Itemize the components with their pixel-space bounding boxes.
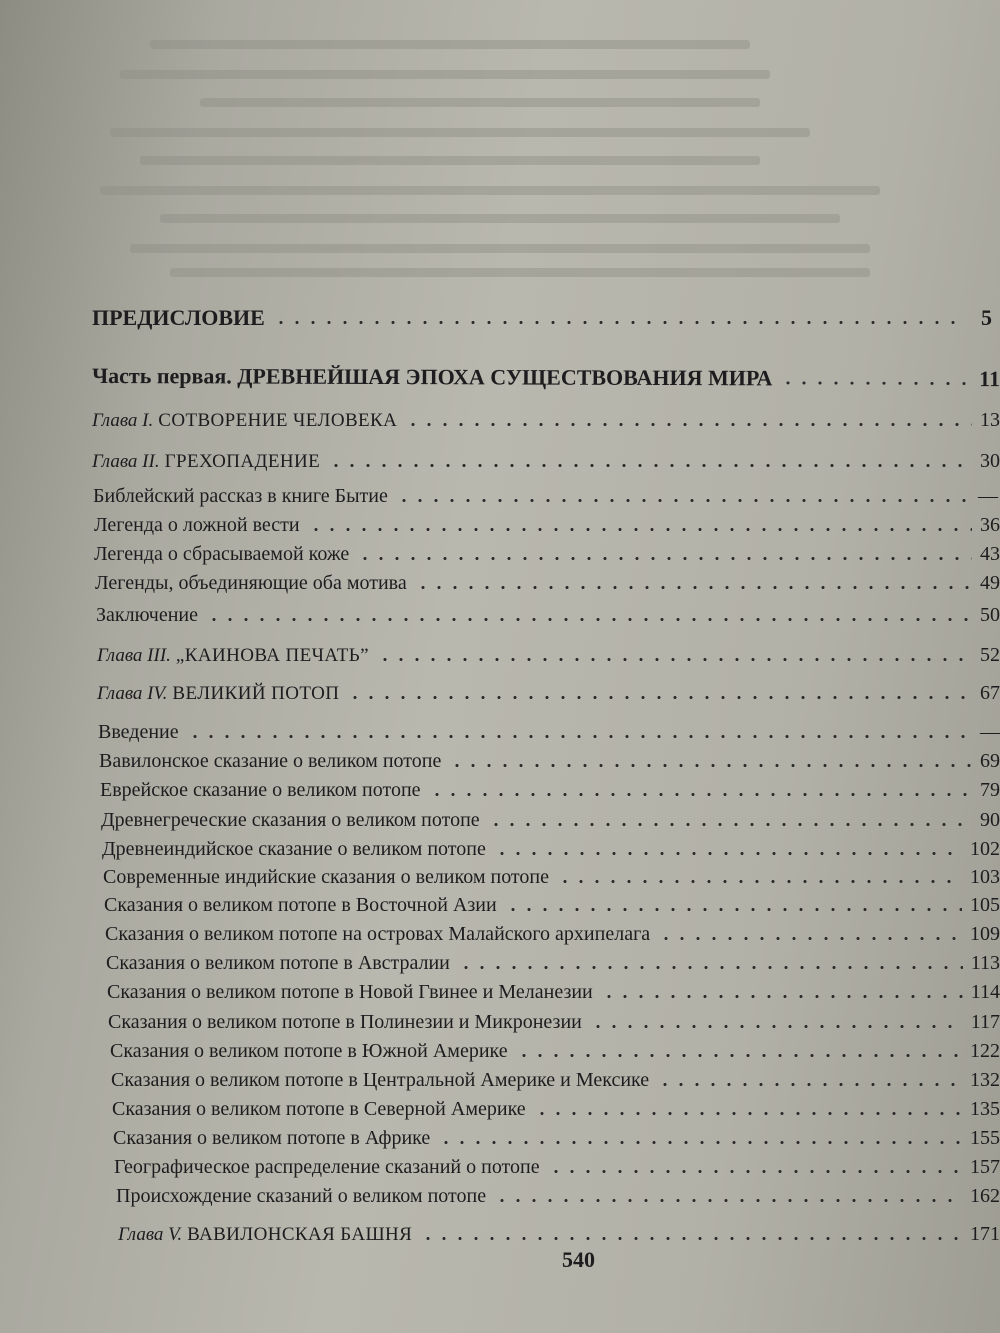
leader-dots: [657, 1083, 962, 1086]
toc-section[interactable]: [100, 778, 1000, 802]
section-title: Еврейское сказание о великом потопе: [100, 779, 421, 801]
leader-dots: [429, 793, 972, 796]
leader-dots: [405, 423, 972, 426]
section-title: Современные индийские сказания о великом потопе: [103, 866, 549, 888]
chapter-title: ВЕЛИКИЙ ПОТОП: [172, 683, 340, 704]
section-title: Легенда о ложной вести: [94, 514, 300, 536]
leader-dots: [601, 995, 963, 998]
section-title: Сказания о великом потопе в Центральной Америке и Мексике: [111, 1069, 650, 1091]
toc-section[interactable]: [93, 484, 998, 508]
entry-page: 50: [980, 604, 1000, 626]
leader-dots: [488, 823, 972, 826]
entry-page: 105: [970, 894, 1000, 916]
leader-dots: [494, 1199, 962, 1202]
entry-page: 43: [980, 543, 1000, 565]
toc-entry-preface[interactable]: [92, 306, 992, 330]
entry-page: 113: [970, 952, 1000, 974]
section-title: Заключение: [96, 604, 198, 626]
leader-dots: [458, 966, 963, 969]
chapter-label: Глава II.: [92, 451, 160, 472]
entry-page: 157: [970, 1156, 1000, 1178]
entry-page: 36: [980, 514, 1000, 536]
leader-dots: [347, 696, 972, 699]
toc-section[interactable]: [104, 893, 1000, 917]
toc-section[interactable]: [99, 749, 1000, 773]
entry-page: 52: [980, 644, 1000, 666]
toc-section[interactable]: [111, 1068, 1000, 1092]
chapter-label: Глава I.: [92, 410, 154, 431]
entry-page: 155: [970, 1127, 1000, 1149]
toc-section[interactable]: [116, 1184, 1000, 1208]
leader-dots: [377, 658, 972, 661]
chapter-label: Глава V.: [118, 1224, 183, 1245]
leader-dots: [658, 937, 962, 940]
toc-entry-chapter-3[interactable]: [97, 643, 1000, 668]
toc-section[interactable]: [107, 980, 1000, 1004]
section-title: Древнеиндийское сказание о великом потопе: [102, 838, 486, 860]
toc-section[interactable]: [98, 720, 1000, 744]
entry-page: 13: [980, 409, 1000, 431]
entry-page: 90: [980, 809, 1000, 831]
entry-page: 117: [970, 1011, 1000, 1033]
toc-section[interactable]: [95, 571, 1000, 595]
entry-page: 49: [980, 572, 1000, 594]
toc-entry-chapter-4[interactable]: [97, 681, 1000, 706]
chapter-title: ГРЕХОПАДЕНИЕ: [164, 451, 321, 472]
toc-section[interactable]: [112, 1097, 1000, 1121]
chapter-label: Глава IV.: [97, 683, 168, 704]
section-title: Происхождение сказаний о великом потопе: [116, 1185, 487, 1207]
page-number: 540: [562, 1247, 595, 1272]
entry-page: 103: [970, 866, 1000, 888]
section-title: Библейский рассказ в книге Бытие: [93, 485, 388, 507]
leader-dots: [516, 1054, 962, 1057]
leader-dots: [357, 557, 972, 560]
toc-section[interactable]: [102, 837, 1000, 861]
leader-dots: [328, 464, 972, 467]
leader-dots: [548, 1170, 962, 1173]
toc-entry-chapter-1[interactable]: [92, 408, 1000, 433]
toc-section[interactable]: [101, 808, 1000, 832]
leader-dots: [273, 321, 964, 324]
toc-section[interactable]: [103, 865, 1000, 889]
section-title: Сказания о великом потопе на островах Малайского архипелага: [105, 923, 651, 945]
section-title: Легенда о сбрасываемой коже: [94, 543, 350, 565]
entry-page: 5: [981, 305, 992, 330]
entry-title: ПРЕДИСЛОВИЕ: [92, 305, 265, 330]
leader-dots: [438, 1141, 962, 1144]
toc-section[interactable]: [96, 603, 1000, 627]
entry-page: 109: [970, 923, 1000, 945]
toc-entry-chapter-5[interactable]: [118, 1222, 1000, 1247]
leader-dots: [590, 1025, 963, 1028]
section-title: Легенды, объединяющие оба мотива: [95, 572, 407, 594]
leader-dots: [206, 618, 972, 621]
leader-dots: [557, 880, 962, 883]
chapter-title: СОТВОРЕНИЕ ЧЕЛОВЕКА: [158, 410, 398, 431]
section-title: Сказания о великом потопе в Африке: [113, 1127, 431, 1149]
chapter-label: Глава III.: [97, 645, 171, 666]
entry-page: 162: [970, 1185, 1000, 1207]
toc-section[interactable]: [106, 951, 1000, 975]
leader-dots: [308, 528, 972, 531]
toc-entry-part-one[interactable]: [92, 364, 1000, 391]
entry-page: —: [978, 485, 998, 507]
leader-dots: [420, 1237, 962, 1240]
entry-title: Часть первая. ДРЕВНЕЙШАЯ ЭПОХА СУЩЕСТВОВАНИЯ МИРА: [91, 363, 773, 391]
leader-dots: [187, 735, 972, 738]
leader-dots: [449, 764, 972, 767]
entry-page: 11: [979, 366, 1000, 392]
toc-section[interactable]: [105, 922, 1000, 946]
toc-entry-chapter-2[interactable]: [92, 449, 1000, 474]
entry-page: —: [980, 721, 1000, 743]
leader-dots: [494, 852, 962, 855]
section-title: Сказания о великом потопе в Новой Гвинее и Меланезии: [107, 981, 593, 1003]
toc-section[interactable]: [94, 513, 1000, 537]
entry-page: 67: [980, 682, 1000, 704]
entry-page: 135: [970, 1098, 1000, 1120]
chapter-title: ВАВИЛОНСКАЯ БАШНЯ: [187, 1224, 413, 1245]
leader-dots: [534, 1112, 962, 1115]
entry-page: 171: [970, 1223, 1000, 1245]
section-title: Географическое распределение сказаний о потопе: [114, 1156, 540, 1178]
toc-section[interactable]: [110, 1039, 1000, 1063]
section-title: Сказания о великом потопе в Полинезии и Микронезии: [108, 1011, 582, 1033]
chapter-title: „КАИНОВА ПЕЧАТЬ”: [175, 645, 369, 666]
entry-page: 69: [980, 750, 1000, 772]
entry-page: 102: [970, 838, 1000, 860]
section-title: Сказания о великом потопе в Австралии: [106, 952, 450, 974]
section-title: Сказания о великом потопе в Южной Америке: [110, 1040, 508, 1062]
leader-dots: [780, 381, 971, 385]
toc-section[interactable]: [108, 1010, 1000, 1034]
toc-section[interactable]: [114, 1155, 1000, 1179]
leader-dots: [505, 908, 962, 911]
entry-page: 79: [980, 779, 1000, 801]
entry-page: 114: [970, 981, 1000, 1003]
entry-page: 122: [970, 1040, 1000, 1062]
section-title: Введение: [98, 721, 179, 743]
section-title: Сказания о великом потопе в Северной Америке: [112, 1098, 526, 1120]
entry-page: 30: [980, 450, 1000, 472]
section-title: Древнегреческие сказания о великом потопе: [101, 809, 480, 831]
leader-dots: [415, 586, 972, 589]
toc-section[interactable]: [94, 542, 1000, 566]
section-title: Сказания о великом потопе в Восточной Азии: [104, 894, 497, 916]
entry-page: 132: [970, 1069, 1000, 1091]
leader-dots: [396, 499, 970, 502]
toc-section[interactable]: [113, 1126, 1000, 1150]
section-title: Вавилонское сказание о великом потопе: [99, 750, 442, 772]
